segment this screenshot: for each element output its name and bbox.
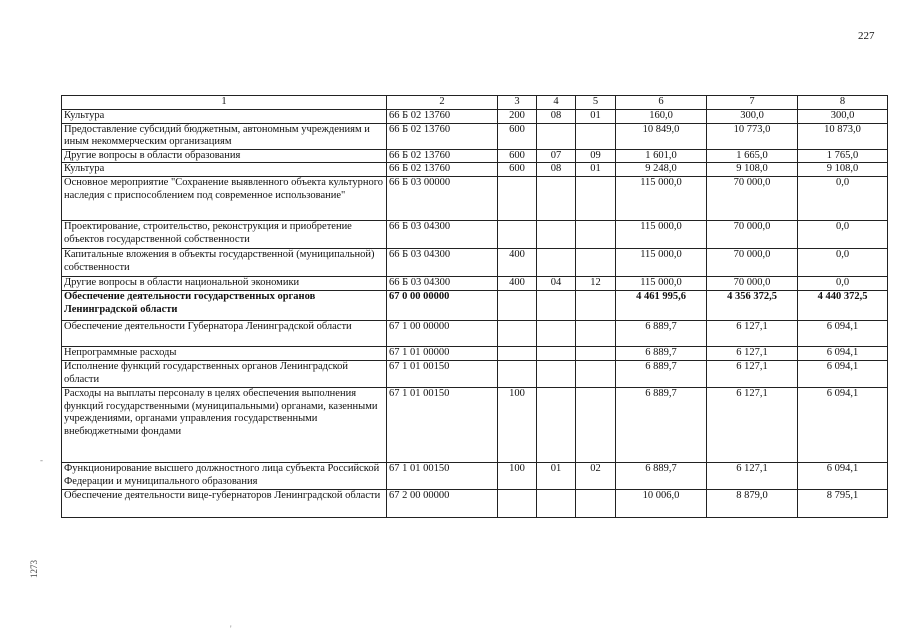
table-cell-c3: 600 (498, 123, 537, 149)
table-cell-name: Расходы на выплаты персоналу в целях обеспечения выполнения функций государственными (муниципальными) органами, казенными учреждениями, органами управления государственными внебюджетными фондами (62, 387, 387, 462)
table-cell-c4 (537, 221, 576, 249)
table-row (62, 291, 888, 321)
table-cell-v8: 0,0 (798, 277, 888, 291)
table-cell-v8: 6 094,1 (798, 360, 888, 387)
table-cell-c3: 200 (498, 110, 537, 124)
table-cell-c5 (576, 360, 616, 387)
table-cell-v7: 6 127,1 (707, 387, 798, 462)
table-cell-name: Основное мероприятие "Сохранение выявленного объекта культурного наследия с приспособлением под современное использование" (62, 177, 387, 221)
table-cell-v7: 70 000,0 (707, 249, 798, 277)
table-row (62, 123, 888, 149)
table-cell-v6: 6 889,7 (616, 347, 707, 361)
table-cell-v6: 4 461 995,6 (616, 291, 707, 321)
table-cell-code: 67 2 00 00000 (387, 489, 498, 517)
table-cell-c3 (498, 291, 537, 321)
table-cell-c5: 02 (576, 462, 616, 489)
table-cell-v6: 6 889,7 (616, 360, 707, 387)
table-cell-c5: 12 (576, 277, 616, 291)
table-cell-c3 (498, 360, 537, 387)
table-cell-c4: 04 (537, 277, 576, 291)
table-cell-v8: 300,0 (798, 110, 888, 124)
table-cell-c3: 600 (498, 149, 537, 163)
table-cell-v7: 70 000,0 (707, 277, 798, 291)
table-cell-c5: 01 (576, 163, 616, 177)
table-cell-v8: 6 094,1 (798, 347, 888, 361)
header-cell: 3 (498, 96, 537, 110)
table-cell-code: 66 Б 03 04300 (387, 221, 498, 249)
header-cell: 5 (576, 96, 616, 110)
table-cell-v7: 300,0 (707, 110, 798, 124)
table-cell-code: 67 1 00 00000 (387, 321, 498, 347)
table-cell-v7: 6 127,1 (707, 462, 798, 489)
table-cell-c4 (537, 123, 576, 149)
table-cell-c4: 08 (537, 163, 576, 177)
table-cell-c3: 600 (498, 163, 537, 177)
table-cell-c4: 08 (537, 110, 576, 124)
scan-mark: ' (230, 624, 232, 634)
table-cell-v8: 10 873,0 (798, 123, 888, 149)
table-cell-v7: 70 000,0 (707, 221, 798, 249)
table-cell-name: Культура (62, 163, 387, 177)
table-cell-v7: 6 127,1 (707, 321, 798, 347)
table-cell-c3 (498, 321, 537, 347)
table-cell-c4 (537, 291, 576, 321)
table-cell-c3 (498, 347, 537, 361)
table-cell-c5 (576, 221, 616, 249)
table-row (62, 221, 888, 249)
table-cell-name: Обеспечение деятельности государственных органов Ленинградской области (62, 291, 387, 321)
table-cell-v7: 4 356 372,5 (707, 291, 798, 321)
header-cell: 2 (387, 96, 498, 110)
table-cell-v6: 6 889,7 (616, 321, 707, 347)
table-cell-c3: 100 (498, 462, 537, 489)
table-cell-code: 66 Б 02 13760 (387, 163, 498, 177)
table-cell-name: Другие вопросы в области национальной экономики (62, 277, 387, 291)
table-cell-code: 67 1 01 00150 (387, 387, 498, 462)
table-cell-v8: 0,0 (798, 177, 888, 221)
table-cell-v6: 115 000,0 (616, 177, 707, 221)
scan-mark: - (40, 455, 43, 465)
table-cell-v6: 115 000,0 (616, 221, 707, 249)
table-cell-c4 (537, 489, 576, 517)
table-cell-c4 (537, 249, 576, 277)
table-cell-c3: 400 (498, 249, 537, 277)
table-cell-c3: 100 (498, 387, 537, 462)
table-cell-c5: 01 (576, 110, 616, 124)
table-cell-v6: 10 849,0 (616, 123, 707, 149)
page-number: 227 (858, 30, 875, 42)
table-cell-v7: 6 127,1 (707, 347, 798, 361)
table-cell-v7: 70 000,0 (707, 177, 798, 221)
table-cell-c4 (537, 387, 576, 462)
table-row (62, 360, 888, 387)
table-cell-c5 (576, 291, 616, 321)
table-row (62, 110, 888, 124)
table-cell-v7: 9 108,0 (707, 163, 798, 177)
table-row (62, 462, 888, 489)
table-cell-c5 (576, 123, 616, 149)
table-cell-code: 66 Б 03 00000 (387, 177, 498, 221)
table-cell-c5 (576, 321, 616, 347)
table-cell-name: Предоставление субсидий бюджетным, автономным учреждениям и иным некоммерческим организациям (62, 123, 387, 149)
table-cell-c3: 400 (498, 277, 537, 291)
table-cell-v8: 6 094,1 (798, 387, 888, 462)
table-cell-c4: 07 (537, 149, 576, 163)
header-cell: 1 (62, 96, 387, 110)
table-cell-v8: 1 765,0 (798, 149, 888, 163)
table-cell-c5 (576, 249, 616, 277)
table-row (62, 321, 888, 347)
table-row (62, 163, 888, 177)
table-cell-name: Другие вопросы в области образования (62, 149, 387, 163)
table-cell-c5 (576, 347, 616, 361)
table-header-row (62, 96, 888, 110)
table-cell-name: Непрограммные расходы (62, 347, 387, 361)
table-cell-c3 (498, 489, 537, 517)
table-cell-code: 66 Б 02 13760 (387, 110, 498, 124)
table-cell-v8: 6 094,1 (798, 462, 888, 489)
table-cell-v6: 1 601,0 (616, 149, 707, 163)
table-cell-v8: 0,0 (798, 221, 888, 249)
table-cell-c4 (537, 321, 576, 347)
table-cell-v6: 6 889,7 (616, 462, 707, 489)
table-cell-code: 67 1 01 00150 (387, 360, 498, 387)
table-cell-c5: 09 (576, 149, 616, 163)
table-cell-name: Проектирование, строительство, реконструкция и приобретение объектов государственной собственности (62, 221, 387, 249)
table-cell-name: Обеспечение деятельности Губернатора Ленинградской области (62, 321, 387, 347)
table-row (62, 149, 888, 163)
table-row (62, 347, 888, 361)
table-cell-name: Исполнение функций государственных органов Ленинградской области (62, 360, 387, 387)
table-cell-v6: 6 889,7 (616, 387, 707, 462)
header-cell: 8 (798, 96, 888, 110)
margin-handwritten-note: 1273 (29, 560, 39, 578)
table-cell-v7: 1 665,0 (707, 149, 798, 163)
table-cell-c4 (537, 177, 576, 221)
table-cell-c5 (576, 387, 616, 462)
table-cell-name: Функционирование высшего должностного лица субъекта Российской Федерации и муниципального образования (62, 462, 387, 489)
table-cell-code: 66 Б 02 13760 (387, 149, 498, 163)
table-cell-code: 66 Б 03 04300 (387, 249, 498, 277)
table-cell-v6: 9 248,0 (616, 163, 707, 177)
table-row (62, 249, 888, 277)
table-cell-v8: 8 795,1 (798, 489, 888, 517)
table-cell-v6: 160,0 (616, 110, 707, 124)
table-cell-name: Капитальные вложения в объекты государственной (муниципальной) собственности (62, 249, 387, 277)
header-cell: 7 (707, 96, 798, 110)
table-cell-name: Обеспечение деятельности вице-губернаторов Ленинградской области (62, 489, 387, 517)
table-cell-v6: 10 006,0 (616, 489, 707, 517)
table-row (62, 277, 888, 291)
table-cell-c4 (537, 347, 576, 361)
table-cell-c5 (576, 177, 616, 221)
table-cell-code: 66 Б 02 13760 (387, 123, 498, 149)
table-cell-code: 67 1 01 00150 (387, 462, 498, 489)
table-cell-c3 (498, 221, 537, 249)
table-row (62, 489, 888, 517)
table-cell-name: Культура (62, 110, 387, 124)
table-cell-c4 (537, 360, 576, 387)
table-cell-v6: 115 000,0 (616, 249, 707, 277)
table-cell-c5 (576, 489, 616, 517)
table-row (62, 387, 888, 462)
header-cell: 4 (537, 96, 576, 110)
table-cell-code: 67 0 00 00000 (387, 291, 498, 321)
table-cell-c3 (498, 177, 537, 221)
table-cell-code: 67 1 01 00000 (387, 347, 498, 361)
table-cell-v8: 9 108,0 (798, 163, 888, 177)
table-cell-v8: 6 094,1 (798, 321, 888, 347)
table-cell-v7: 6 127,1 (707, 360, 798, 387)
budget-table (61, 95, 888, 518)
table-cell-v8: 0,0 (798, 249, 888, 277)
table-cell-v8: 4 440 372,5 (798, 291, 888, 321)
header-cell: 6 (616, 96, 707, 110)
table-row (62, 177, 888, 221)
table-cell-v7: 10 773,0 (707, 123, 798, 149)
table-cell-c4: 01 (537, 462, 576, 489)
table-cell-v7: 8 879,0 (707, 489, 798, 517)
table-cell-code: 66 Б 03 04300 (387, 277, 498, 291)
table-cell-v6: 115 000,0 (616, 277, 707, 291)
